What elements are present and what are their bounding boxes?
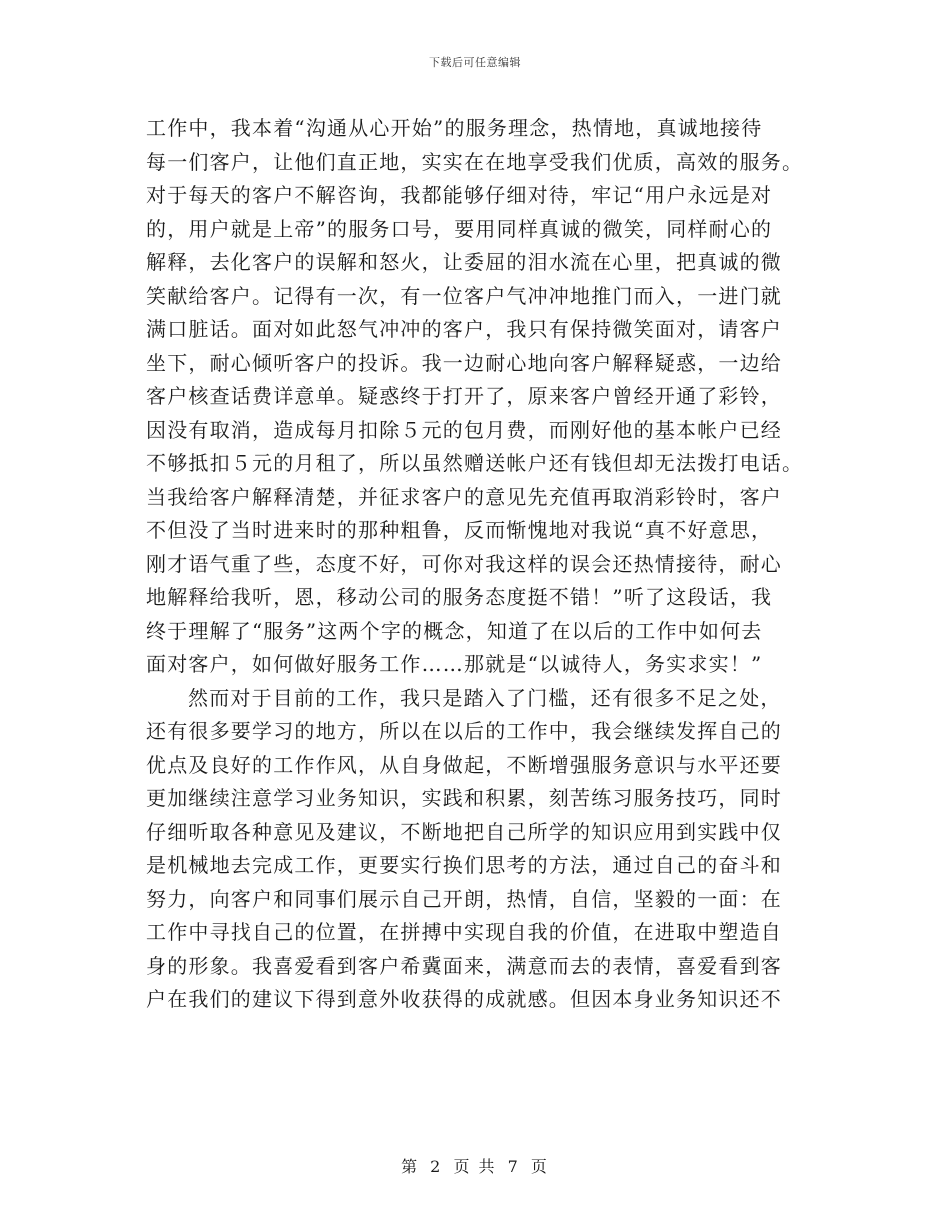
text-line-indented: 然而对于目前的工作，我只是踏入了门槛，还有很多不足之处，	[188, 685, 782, 710]
page-label-suffix: 页	[530, 1157, 549, 1176]
text-line: 笑献给客户。记得有一次，有一位客户气冲冲地推门而入，一进门就	[146, 283, 782, 308]
text-line: 终于理解了“服务”这两个字的概念，知道了在以后的工作中如何去	[146, 618, 763, 643]
text-line: 因没有取消，造成每月扣除５元的包月费，而刚好他的基本帐户已经	[146, 417, 782, 442]
text-line: 工作中，我本着“沟通从心开始”的服务理念，热情地，真诚地接待	[146, 116, 763, 140]
text-line: 满口脏话。面对如此怒气冲冲的客户，我只有保持微笑面对，请客户	[146, 317, 782, 341]
paragraph-2	[146, 682, 806, 1017]
text-line: 坐下，耐心倾听客户的投诉。我一边耐心地向客户解释疑惑，一边给	[146, 350, 782, 375]
page-header-note: 下载后可任意编辑	[429, 56, 521, 69]
paragraph-1	[146, 112, 806, 682]
text-line: 刚才语气重了些，态度不好，可你对我这样的误会还热情接待，耐心	[146, 551, 782, 576]
page-label-prefix: 第	[401, 1157, 420, 1176]
page-label-mid: 页 共	[453, 1157, 497, 1176]
document-body	[146, 112, 806, 1017]
text-line: 还有很多要学习的地方，所以在以后的工作中，我会继续发挥自己的	[146, 719, 782, 743]
text-line: 解释，去化客户的误解和怒火，让委屈的泪水流在心里，把真诚的微	[146, 250, 782, 274]
text-line: 身的形象。我喜爱看到客户希冀面来，满意而去的表情，喜爱看到客	[146, 953, 782, 978]
text-line: 是机械地去完成工作，更要实行换们思考的方法，通过自己的奋斗和	[146, 853, 782, 877]
text-line: 对于每天的客户不解咨询，我都能够仔细对待，牢记“用户永远是对	[146, 183, 773, 207]
text-line: 面对客户，如何做好服务工作……那就是“以诚待人，务实求实！”	[146, 652, 763, 676]
text-line: 更加继续注意学习业务知识，实践和积累，刻苦练习服务技巧，同时	[146, 786, 782, 810]
total-pages-number: 7	[507, 1157, 520, 1176]
text-line: 优点及良好的工作作风，从自身做起，不断增强服务意识与水平还要	[146, 752, 782, 777]
text-line: 努力，向客户和同事们展示自己开朗，热情，自信，坚毅的一面：在	[146, 886, 782, 911]
text-line: 地解释给我听，恩，移动公司的服务态度挺不错！”听了这段话，我	[146, 585, 773, 609]
text-line: 不但没了当时进来时的那种粗鲁，反而惭愧地对我说“真不好意思，	[146, 518, 773, 542]
text-line: 客户核查话费详意单。疑惑终于打开了，原来客户曾经开通了彩铃，	[146, 384, 782, 408]
text-line: 仔细听取各种意见及建议，不断地把自己所学的知识应用到实践中仅	[146, 819, 782, 844]
text-line: 户在我们的建议下得到意外收获得的成就感。但因本身业务知识还不	[146, 987, 782, 1011]
text-line: 当我给客户解释清楚，并征求客户的意见先充值再取消彩铃时，客户	[146, 484, 782, 509]
current-page-number: 2	[430, 1157, 443, 1176]
text-line: 每一们客户，让他们直正地，实实在在地享受我们优质，高效的服务。	[146, 149, 804, 174]
text-line: 工作中寻找自己的位置，在拼搏中实现自我的价值，在进取中塑造自	[146, 920, 782, 944]
text-line: 不够抵扣５元的月租了，所以虽然赠送帐户还有钱但却无法拨打电话。	[146, 451, 804, 475]
page-footer	[0, 1154, 950, 1177]
text-line: 的，用户就是上帝”的服务口号，要用同样真诚的微笑，同样耐心的	[146, 216, 773, 241]
